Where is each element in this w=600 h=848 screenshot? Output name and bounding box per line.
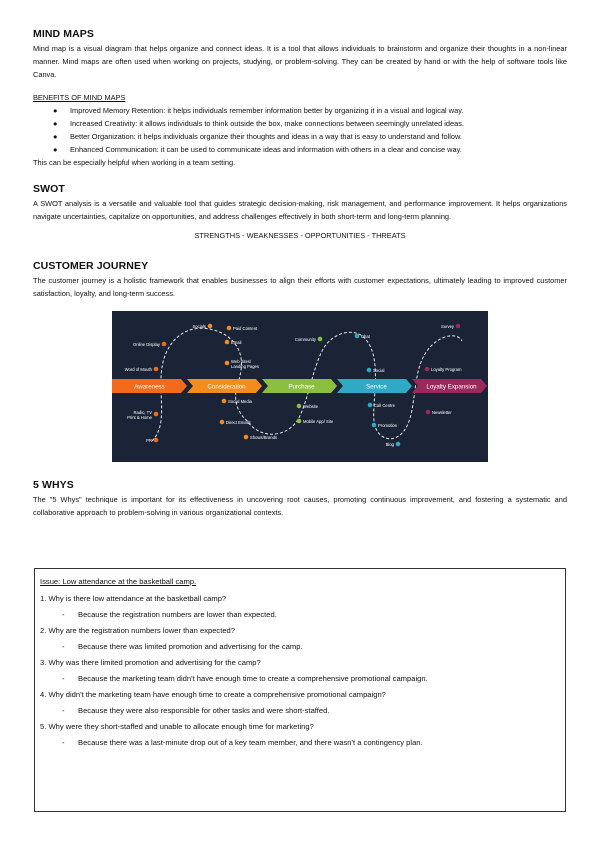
stage-label: Consideration xyxy=(207,383,246,391)
touchpoint-dot xyxy=(227,326,232,331)
customer-journey-diagram xyxy=(112,311,488,462)
why-answer: - Because there was a last-minute drop out of a key team member, and there wasn't a contingency plan. xyxy=(62,738,423,747)
customer-journey-title: CUSTOMER JOURNEY xyxy=(33,260,149,273)
bullet-icon: ● xyxy=(53,132,58,141)
stage-label: Awareness xyxy=(134,383,165,391)
touchpoint-label: Word of Mouth xyxy=(124,367,152,373)
benefits-list xyxy=(33,104,567,156)
touchpoint-label: Online Display xyxy=(133,342,160,348)
issue-statement: Issue: Low attendance at the basketball camp. xyxy=(40,577,197,586)
list-item: ● Improved Memory Retention: it helps individuals remember information better by organizing it in a visual and logical way. xyxy=(53,106,464,115)
bullet-icon: ● xyxy=(53,106,58,115)
why-question: 4. Why didn't the marketing team have enough time to create a comprehensive promotional campaign? xyxy=(40,690,386,699)
touchpoint-label: Social xyxy=(373,368,385,374)
dash-icon: - xyxy=(62,706,65,715)
touchpoint-label: Radio, TV Print & Home xyxy=(127,410,152,421)
touchpoint-label: Loyalty Program xyxy=(431,367,462,373)
touchpoint-label: Community xyxy=(294,337,316,343)
dash-icon: - xyxy=(62,610,65,619)
benefits-heading: BENEFITS OF MIND MAPS xyxy=(33,93,126,102)
touchpoint-dot xyxy=(225,340,230,345)
stage-arrows xyxy=(112,379,487,393)
touchpoint-dot xyxy=(367,368,372,373)
why-answer: - Because the registration numbers are lower than expected. xyxy=(62,610,277,619)
touchpoint-dot xyxy=(368,403,373,408)
touchpoint-label: Direct Emails xyxy=(226,420,251,426)
touchpoint-label: Mobile App/ Site xyxy=(303,419,334,425)
dash-icon: - xyxy=(62,738,65,747)
touchpoint-dot xyxy=(162,342,167,347)
touchpoint-dot xyxy=(372,423,377,428)
touchpoint-dot xyxy=(154,438,159,443)
touchpoint-label: Email xyxy=(231,340,242,346)
touchpoint-dot xyxy=(154,367,159,372)
list-item: ● Better Organization: it helps individuals organize their thoughts and ideas in a way that is easy to understand and follow. xyxy=(53,132,462,141)
five-whys-box xyxy=(34,568,566,812)
touchpoint-label: Shows/Brands xyxy=(250,435,277,441)
touchpoint-label: Newsletter xyxy=(432,410,452,416)
touchpoint-dot xyxy=(456,324,461,329)
why-answer: - Because there was limited promotion and advertising for the camp. xyxy=(62,642,303,651)
why-question: 1. Why is there low attendance at the basketball camp? xyxy=(40,594,227,603)
stage-label: Service xyxy=(366,383,387,391)
touchpoint-dot xyxy=(426,410,431,415)
mind-maps-closing: This can be especially helpful when working in a team setting. xyxy=(33,158,236,167)
touchpoint-label: PR xyxy=(146,438,152,444)
swot-tagline: STRENGTHS - WEAKNESSES - OPPORTUNITIES - THREATS xyxy=(194,231,406,241)
customer-journey-body: The customer journey is a holistic framework that enables businesses to align their efforts with customer expectations, ultimately leading to improved customer satisfaction, loyalty, and long-term success. xyxy=(33,276,567,299)
touchpoint-dot xyxy=(154,412,159,417)
five-whys-title: 5 WHYS xyxy=(33,479,74,492)
stage-label: Purchase xyxy=(288,383,315,391)
touchpoint-label: Blog xyxy=(385,442,394,448)
why-question: 2. Why are the registration numbers lower than expected? xyxy=(40,626,236,635)
mind-maps-title: MIND MAPS xyxy=(33,28,94,40)
swot-title: SWOT xyxy=(33,183,65,195)
dash-icon: - xyxy=(62,642,65,651)
why-question: 3. Why was there limited promotion and advertising for the camp? xyxy=(40,658,261,667)
touchpoint-label: Socials xyxy=(192,324,206,330)
touchpoint-dot xyxy=(318,337,323,342)
touchpoint-dot xyxy=(244,435,249,440)
touchpoint-label: Social Media xyxy=(228,399,252,405)
touchpoint-dot xyxy=(225,361,230,366)
swot-body: A SWOT analysis is a versatile and valuable tool that guides strategic decision-making, risk management, and performance improvement. It helps organizations navigate uncertainties, capitalize on opportunities, and address challenges effectively in both short-term and long-term planning. xyxy=(33,199,567,221)
why-question: 5. Why were they short-staffed and unable to allocate enough time for marketing? xyxy=(40,722,314,731)
touchpoint-dot xyxy=(297,404,302,409)
five-whys-body: The "5 Whys" technique is important for its effectiveness in uncovering root causes, promoting continuous improvement, and fostering a systematic and collaborative approach to problem-solving in various organizational contexts. xyxy=(33,495,567,518)
bullet-icon: ● xyxy=(53,119,58,128)
stage-label: Loyalty Expansion xyxy=(426,383,477,391)
touchpoint-dot xyxy=(297,419,302,424)
touchpoint-label: Survey xyxy=(440,324,454,330)
touchpoint-label: Promotion xyxy=(378,423,398,429)
mind-maps-body: Mind map is a visual diagram that helps organize and connect ideas. It is a tool that allows individuals to brainstorm and organize their thoughts in a non-linear manner. Mind maps are often used when working on projects, studying, or problem-solving. They can be created by hand or with the help of software tools like Canva. xyxy=(33,44,567,79)
touchpoint-dot xyxy=(355,334,360,339)
touchpoint-label: Call Centre xyxy=(374,403,395,409)
list-item: ● Increased Creativity: it allows individuals to think outside the box, make connections between seemingly unrelated ideas. xyxy=(53,119,464,128)
touchpoint-label: Web Sites/ Landing Pages xyxy=(231,359,259,370)
touchpoint-dot xyxy=(425,367,430,372)
touchpoint-dot xyxy=(396,442,401,447)
whys-list xyxy=(40,592,560,749)
touchpoint-dot xyxy=(222,399,227,404)
why-answer: - Because they were also responsible for other tasks and were short-staffed. xyxy=(62,706,330,715)
dash-icon: - xyxy=(62,674,65,683)
why-answer: - Because the marketing team didn't have enough time to create a comprehensive promotional campaign. xyxy=(62,674,428,683)
list-item: ● Enhanced Communication: it can be used to communicate ideas and information with others in a clear and concise way. xyxy=(53,145,462,154)
touchpoint-label: Website xyxy=(303,404,319,410)
touchpoint-label: Paid Content xyxy=(233,326,258,332)
bullet-icon: ● xyxy=(53,145,58,154)
touchpoint-dot xyxy=(208,324,213,329)
touchpoint-label: Chat xyxy=(361,334,370,340)
touchpoint-dot xyxy=(220,420,225,425)
